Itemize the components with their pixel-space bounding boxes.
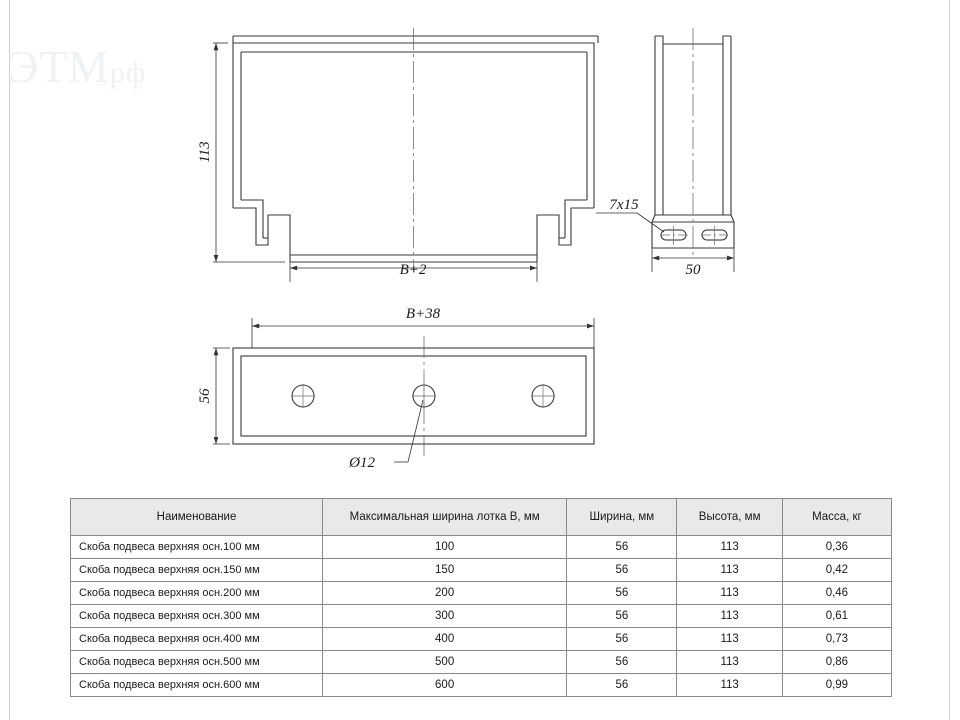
cell-max-tray-width: 300 xyxy=(323,605,567,628)
cell-mass: 0,73 xyxy=(782,628,891,651)
cell-name: Скоба подвеса верхняя осн.100 мм xyxy=(71,536,323,559)
table-row xyxy=(71,582,892,605)
cell-max-tray-width: 100 xyxy=(323,536,567,559)
specification-table xyxy=(70,498,892,697)
label-hole-diameter: Ø12 xyxy=(349,455,375,471)
cell-width: 56 xyxy=(567,605,677,628)
table-header-row xyxy=(71,499,892,536)
label-width-b-plus-2: B+2 xyxy=(399,262,427,278)
table-row xyxy=(71,536,892,559)
watermark-text: ЭТМ xyxy=(8,41,110,92)
cell-max-tray-width: 400 xyxy=(323,628,567,651)
table-row xyxy=(71,651,892,674)
label-height-113: 113 xyxy=(197,141,213,163)
table-row xyxy=(71,559,892,582)
cell-width: 56 xyxy=(567,651,677,674)
plate-hole-left xyxy=(291,384,315,408)
dimension-113 xyxy=(213,43,285,262)
label-plate-width-56: 56 xyxy=(197,388,213,404)
column-header-height: Высота, мм xyxy=(677,499,782,536)
cell-max-tray-width: 600 xyxy=(323,674,567,697)
cell-width: 56 xyxy=(567,628,677,651)
plate-view xyxy=(233,348,594,444)
cell-mass: 0,46 xyxy=(782,582,891,605)
cell-mass: 0,61 xyxy=(782,605,891,628)
watermark-suffix: рф xyxy=(109,56,147,89)
cell-name: Скоба подвеса верхняя осн.200 мм xyxy=(71,582,323,605)
cell-height: 113 xyxy=(677,536,782,559)
column-header-width: Ширина, мм xyxy=(567,499,677,536)
cell-mass: 0,99 xyxy=(782,674,891,697)
cell-width: 56 xyxy=(567,559,677,582)
cell-name: Скоба подвеса верхняя осн.150 мм xyxy=(71,559,323,582)
label-slot-7x15: 7x15 xyxy=(609,197,639,213)
plate-hole-right xyxy=(531,384,555,408)
cell-max-tray-width: 150 xyxy=(323,559,567,582)
leader-diameter-12 xyxy=(394,400,423,462)
cell-mass: 0,36 xyxy=(782,536,891,559)
cell-height: 113 xyxy=(677,674,782,697)
cell-max-tray-width: 500 xyxy=(323,651,567,674)
column-header-max-tray-width: Максимальная ширина лотка B, мм xyxy=(323,499,567,536)
cell-mass: 0,42 xyxy=(782,559,891,582)
cell-name: Скоба подвеса верхняя осн.300 мм xyxy=(71,605,323,628)
cell-width: 56 xyxy=(567,582,677,605)
cell-height: 113 xyxy=(677,582,782,605)
table-row xyxy=(71,628,892,651)
cell-name: Скоба подвеса верхняя осн.500 мм xyxy=(71,651,323,674)
cell-mass: 0,86 xyxy=(782,651,891,674)
cell-width: 56 xyxy=(567,674,677,697)
column-header-name: Наименование xyxy=(71,499,323,536)
column-header-mass: Масса, кг xyxy=(782,499,891,536)
label-plate-length: B+38 xyxy=(405,306,441,322)
cell-height: 113 xyxy=(677,559,782,582)
cell-height: 113 xyxy=(677,651,782,674)
table-row xyxy=(71,674,892,697)
cell-max-tray-width: 200 xyxy=(323,582,567,605)
cell-name: Скоба подвеса верхняя осн.600 мм xyxy=(71,674,323,697)
cell-width: 56 xyxy=(567,536,677,559)
cell-height: 113 xyxy=(677,628,782,651)
cell-name: Скоба подвеса верхняя осн.400 мм xyxy=(71,628,323,651)
cell-height: 113 xyxy=(677,605,782,628)
dimension-56 xyxy=(213,348,230,444)
label-depth-50: 50 xyxy=(685,262,701,278)
table-row xyxy=(71,605,892,628)
dimension-b-plus-38 xyxy=(252,318,594,348)
front-view xyxy=(233,36,598,262)
